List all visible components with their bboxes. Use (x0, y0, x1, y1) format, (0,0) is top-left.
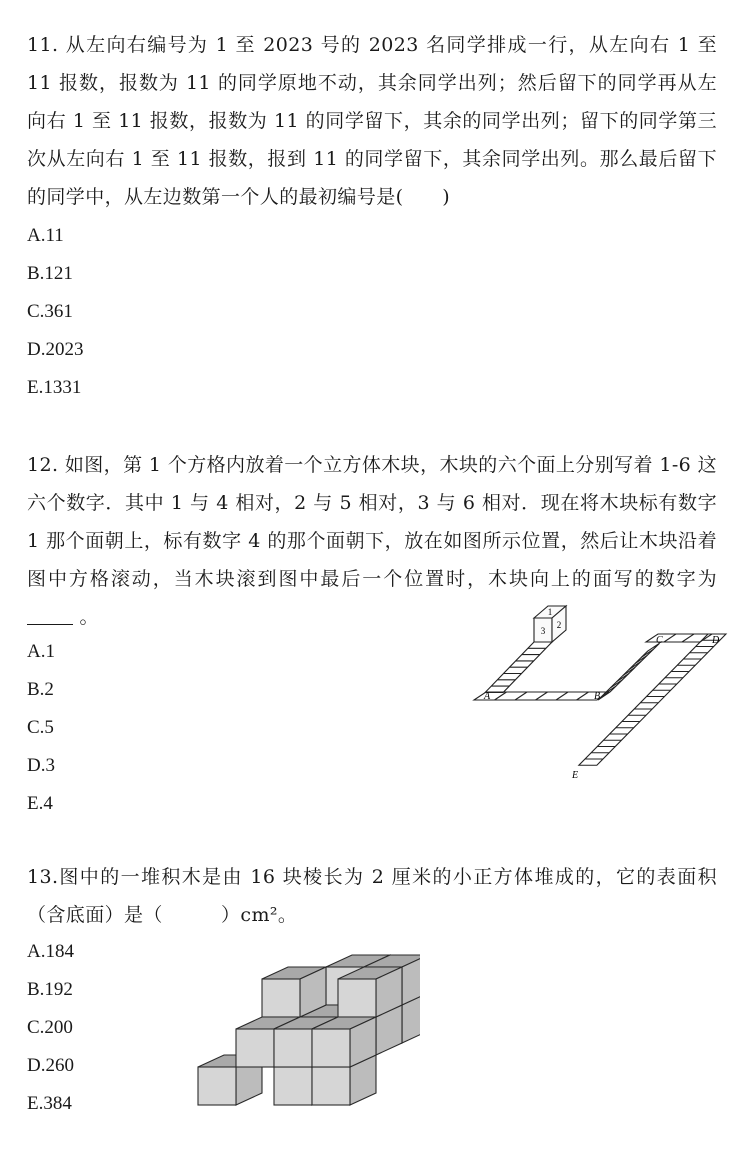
path-strip-cube-to-a (485, 642, 552, 692)
square-divider (604, 686, 616, 694)
path-label-c: C (656, 635, 663, 646)
cube-front-face (262, 979, 300, 1017)
small-cube (312, 1017, 376, 1067)
path-strip-d-to-e (579, 634, 726, 765)
q11-option-e[interactable]: E.1331 (27, 377, 82, 398)
square-divider (617, 674, 629, 682)
small-cube (338, 967, 402, 1017)
cube-front-face (312, 1067, 350, 1105)
q13-option-d[interactable]: D.260 (27, 1055, 74, 1076)
cube-front-face (274, 1029, 312, 1067)
q11-option-c[interactable]: C.361 (27, 301, 73, 322)
path-label-b: B (594, 691, 601, 702)
cube-on-first-square (534, 606, 566, 642)
path-strip-b-to-c (598, 643, 660, 700)
cube-side-label: 2 (556, 620, 562, 630)
cube-front-face (312, 1029, 350, 1067)
square-divider (641, 649, 653, 657)
path-label-d: D (712, 635, 720, 646)
rolling-cube-path-figure (470, 598, 740, 788)
square-divider (629, 662, 641, 670)
square-divider (623, 668, 635, 676)
q12-option-d[interactable]: D.3 (27, 755, 55, 776)
square-divider (556, 692, 568, 700)
path-strip-a-to-b (474, 692, 609, 700)
cube-top-label: 1 (547, 607, 553, 617)
question-12-text-main: 12. 如图，第 1 个方格内放着一个立方体木块，木块的六个面上分别写着 1-6 这六个数字．其中 1 与 4 相对，2 与 5 相对，3 与 6 相对．现在将木块标有数字 1 那个面朝上，标有数字 4 的那个面朝下，放在如图所示位置，然后让木块沿着图中方格滚动，当木块滚到图中最后一个位置时，木块向上的面写的数字为 (27, 454, 717, 590)
square-divider (635, 655, 647, 663)
cube-front-label: 3 (540, 626, 546, 636)
cube-front-face (198, 1067, 236, 1105)
question-12-text-end: 。 (79, 606, 99, 628)
q12-option-e[interactable]: E.4 (27, 793, 53, 814)
square-divider (495, 692, 507, 700)
square-divider (577, 692, 589, 700)
q13-option-e[interactable]: E.384 (27, 1093, 72, 1114)
cube-stack (198, 955, 420, 1105)
path-label-a: A (484, 691, 491, 702)
square-divider (610, 680, 622, 688)
cube-stack-figure (190, 925, 420, 1140)
square-divider (682, 634, 694, 642)
q11-option-b[interactable]: B.121 (27, 263, 73, 284)
q12-option-c[interactable]: C.5 (27, 717, 54, 738)
strip-outline (579, 634, 726, 765)
small-cube (262, 967, 326, 1017)
q11-option-d[interactable]: D.2023 (27, 339, 84, 360)
cube-front-face (338, 979, 376, 1017)
square-divider (664, 634, 676, 642)
q12-option-b[interactable]: B.2 (27, 679, 54, 700)
question-13-text: 13.图中的一堆积木是由 16 块棱长为 2 厘米的小正方体堆成的，它的表面积（含底面）是（ ）cm²。 (27, 866, 717, 926)
square-divider (536, 692, 548, 700)
answer-blank[interactable] (27, 624, 73, 625)
q13-option-c[interactable]: C.200 (27, 1017, 73, 1038)
cube-front-face (236, 1029, 274, 1067)
question-11-text: 11. 从左向右编号为 1 至 2023 号的 2023 名同学排成一行，从左向右 1 至 11 报数，报数为 11 的同学原地不动，其余同学出列；然后留下的同学再从左向右 1 至 11 报数，报数为 11 的同学留下，其余的同学出列；留下的同学第三次从左向右 1 至 11 报数，报到 11 的同学留下，其余同学出列。那么最后留下的同学中，从左边数第一个人的最初编号是( ) (27, 34, 717, 208)
q11-option-a[interactable]: A.11 (27, 225, 64, 246)
cube-front-face (274, 1067, 312, 1105)
q13-option-a[interactable]: A.184 (27, 941, 74, 962)
q12-option-a[interactable]: A.1 (27, 641, 55, 662)
square-divider (515, 692, 527, 700)
path-label-e: E (572, 770, 579, 781)
q13-option-b[interactable]: B.192 (27, 979, 73, 1000)
